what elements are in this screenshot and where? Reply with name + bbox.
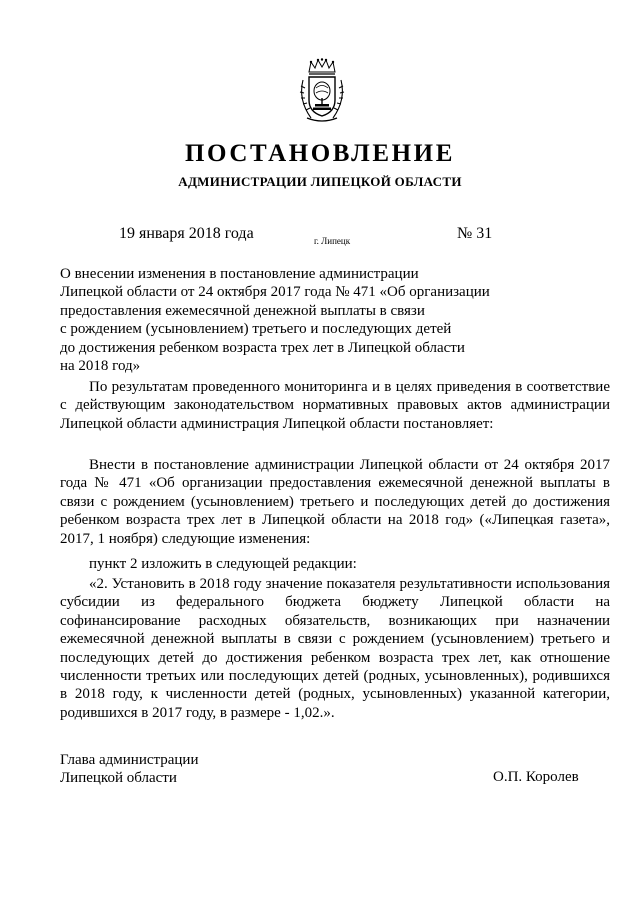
heading-line: до достижения ребенком возраста трех лет в Липецкой области <box>60 339 465 356</box>
coat-of-arms-icon <box>297 58 347 124</box>
document-number: № 31 <box>457 225 493 242</box>
heading-line: на 2018 год» <box>60 358 141 375</box>
signatory-position-line: Глава администрации <box>60 752 199 768</box>
document-date: 19 января 2018 года <box>119 225 254 242</box>
heading-line: Липецкой области от 24 октября 2017 года № 471 «Об организации <box>60 284 490 301</box>
heading-line: с рождением (усыновлением) третьего и последующих детей <box>60 321 452 338</box>
heading-line: предоставления ежемесячной денежной выплаты в связи <box>60 302 425 319</box>
body-paragraph-item-text: «2. Установить в 2018 году значение показателя результативности использования субсидии из федерального бюджета бюджету Липецкой области на софинансирование расходных обязательств, возникающих при назначении ежемесячной денежной выплаты в связи с рождением (усыновлением) третьего и последующих детей до достижения ребенком возраста трех лет, как отношение численности третьих или последующих детей (родных, усыновленных), родившихся в 2018 году, к численности детей (родных, усыновленных) указанной категории, родившихся в 2017 году, в размере - 1,02.». <box>60 576 610 721</box>
signatory-position <box>60 751 198 788</box>
document-heading <box>60 265 520 375</box>
body-paragraph-resolution: Внести в постановление администрации Липецкой области от 24 октября 2017 года № 471 «Об организации предоставления ежемесячной денежной выплаты в связи с рождением (усыновлением) третьего и последующих детей до достижения ребенком возраста трех лет в Липецкой области на 2018 год» («Липецкая газета», 2017, 1 ноября) следующие изменения: <box>60 457 610 547</box>
signatory-name: О.П. Королев <box>493 769 579 785</box>
document-place: г. Липецк <box>314 236 351 246</box>
body-paragraph-item-intro: пункт 2 изложить в следующей редакции: <box>89 556 357 572</box>
document-subtitle: АДМИНИСТРАЦИИ ЛИПЕЦКОЙ ОБЛАСТИ <box>178 174 462 189</box>
heading-line: О внесении изменения в постановление администрации <box>60 266 419 282</box>
document-title: ПОСТАНОВЛЕНИЕ <box>184 140 456 167</box>
signatory-position-line: Липецкой области <box>60 770 177 787</box>
body-paragraph-preamble: По результатам проведенного мониторинга и в целях приведения в соответствие с действующим законодательством нормативных правовых актов администрации Липецкой области администрация Липецкой области постановляет: <box>60 379 610 432</box>
